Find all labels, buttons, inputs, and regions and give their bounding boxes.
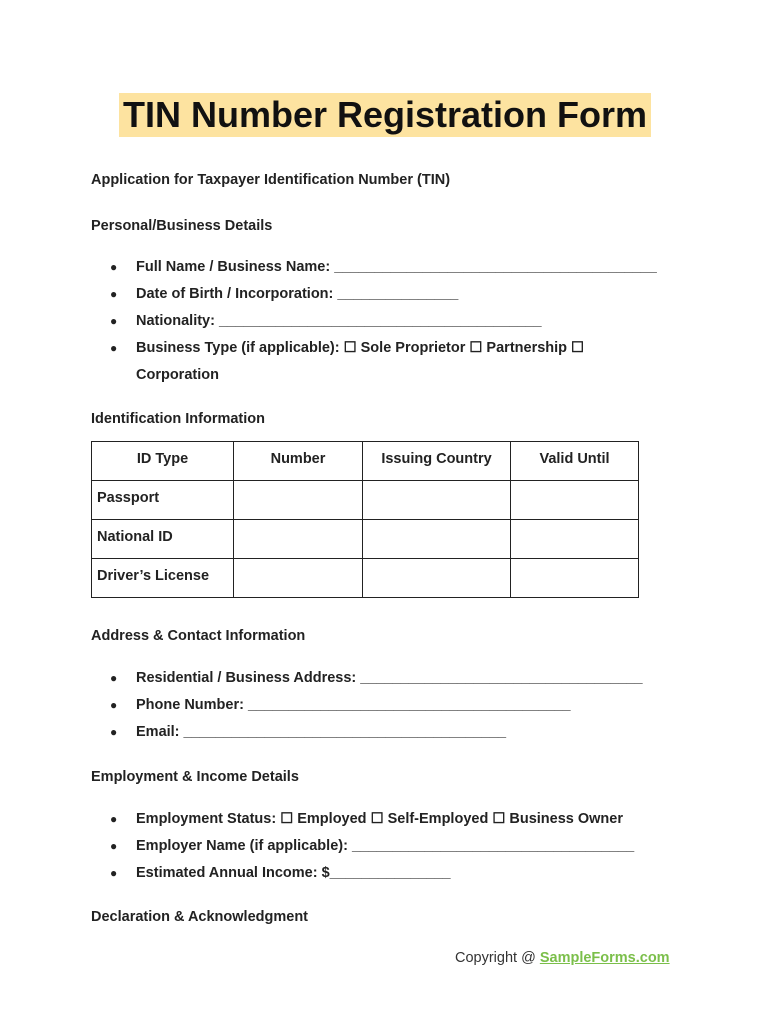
column-header: Valid Until	[511, 442, 639, 481]
personal-list	[110, 254, 670, 389]
column-header: ID Type	[92, 442, 234, 481]
list-item	[110, 860, 670, 887]
table-row	[92, 559, 639, 598]
valid-until-cell[interactable]	[511, 559, 639, 598]
full-name-field[interactable]: Full Name / Business Name: ________________________________________	[136, 259, 657, 275]
list-item	[110, 833, 670, 860]
bullet-icon: ●	[110, 725, 118, 739]
declaration-heading: Declaration & Acknowledgment	[91, 909, 309, 925]
list-item	[110, 692, 670, 719]
list-item	[110, 335, 670, 389]
bullet-icon: ●	[110, 812, 118, 826]
id-type-cell: Driver’s License	[92, 559, 234, 598]
bullet-icon: ●	[110, 698, 118, 712]
address-heading: Address & Contact Information	[91, 628, 306, 644]
title-wrapper	[0, 93, 770, 137]
list-item	[110, 719, 670, 746]
issuing-country-cell[interactable]	[363, 559, 511, 598]
bullet-icon: ●	[110, 260, 118, 274]
list-item	[110, 308, 670, 335]
bullet-icon: ●	[110, 287, 118, 301]
copyright-footer	[455, 950, 670, 966]
bullet-icon: ●	[110, 839, 118, 853]
page-title: TIN Number Registration Form	[119, 93, 651, 137]
list-item	[110, 254, 670, 281]
business-type-field[interactable]: Business Type (if applicable): ☐ Sole Proprietor ☐ Partnership ☐	[136, 340, 585, 356]
id-type-cell: Passport	[92, 481, 234, 520]
email-field[interactable]: Email: ________________________________________	[136, 724, 507, 740]
column-header: Issuing Country	[363, 442, 511, 481]
nationality-field[interactable]: Nationality: ________________________________________	[136, 313, 542, 329]
phone-field[interactable]: Phone Number: ________________________________________	[136, 697, 571, 713]
address-list	[110, 665, 670, 746]
column-header: Number	[234, 442, 363, 481]
list-item	[110, 806, 670, 833]
identification-table	[91, 441, 639, 598]
employment-list	[110, 806, 670, 887]
number-cell[interactable]	[234, 559, 363, 598]
address-field[interactable]: Residential / Business Address: ___________________________________	[136, 670, 643, 686]
bullet-icon: ●	[110, 341, 118, 355]
bullet-icon: ●	[110, 671, 118, 685]
issuing-country-cell[interactable]	[363, 520, 511, 559]
list-item	[110, 665, 670, 692]
business-type-continuation[interactable]: Corporation	[136, 367, 219, 383]
id-type-cell: National ID	[92, 520, 234, 559]
number-cell[interactable]	[234, 520, 363, 559]
form-subtitle: Application for Taxpayer Identification Number (TIN)	[91, 172, 451, 188]
bullet-icon: ●	[110, 314, 118, 328]
issuing-country-cell[interactable]	[363, 481, 511, 520]
table-header-row	[92, 442, 639, 481]
table-row	[92, 520, 639, 559]
dob-field[interactable]: Date of Birth / Incorporation: _______________	[136, 286, 459, 302]
valid-until-cell[interactable]	[511, 520, 639, 559]
number-cell[interactable]	[234, 481, 363, 520]
brand-link[interactable]: SampleForms.com	[539, 950, 670, 966]
employment-heading: Employment & Income Details	[91, 769, 299, 785]
employment-status-field[interactable]: Employment Status: ☐ Employed ☐ Self-Employed ☐ Business Owner	[136, 811, 623, 827]
table-row	[92, 481, 639, 520]
annual-income-field[interactable]: Estimated Annual Income: $_______________	[136, 865, 451, 881]
bullet-icon: ●	[110, 866, 118, 880]
personal-heading: Personal/Business Details	[91, 218, 273, 234]
list-item	[110, 281, 670, 308]
employer-name-field[interactable]: Employer Name (if applicable): ___________________________________	[136, 838, 635, 854]
identification-heading: Identification Information	[91, 411, 265, 427]
valid-until-cell[interactable]	[511, 481, 639, 520]
copyright-text: Copyright @	[455, 950, 540, 966]
